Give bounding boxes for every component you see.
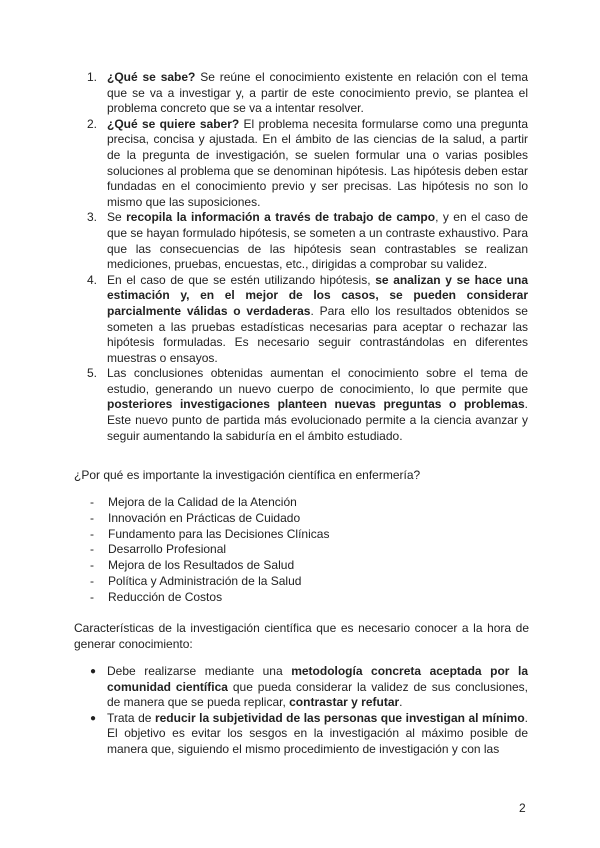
step-body-post: . Para ello los resultados obtenidos se someten a las pruebas estadísticas necesarias para aceptar o rechazar las hipótesis formuladas. Es necesario seguir contrastándolas en diferentes muestras o ensayos.	[107, 303, 528, 365]
step-number: 3.	[87, 210, 98, 225]
dash-marker: -	[90, 542, 94, 557]
char-bold: metodología concreta aceptada por la comunidad científica	[107, 664, 528, 694]
step-body-bold: se analizan y se hace una estimación y, en el mejor de los casos, se pueden considerar parcialmente válidas o verdaderas	[107, 272, 529, 318]
list-item	[90, 574, 329, 590]
step-body: El problema necesita formularse como una pregunta precisa, concisa y ajustada. En el ámbito de las ciencias de la salud, a partir de la pregunta de investigación, se suelen formular una o varias posibles soluciones al problema que se denominan hipótesis. Las hipótesis deben estar fundadas en el conocimiento previo y ser precisas. Las hipótesis no son lo mismo que las suposiciones.	[107, 116, 528, 209]
step-body: Se reúne el conocimiento existente en relación con el tema que se va a investigar y, a partir de este conocimiento previo, se plantea el problema concreto que se va a intentar resolver.	[107, 70, 528, 116]
step-number: 5.	[87, 366, 98, 381]
step-text	[107, 210, 528, 272]
step-text	[107, 366, 528, 444]
list-item	[87, 117, 528, 211]
list-item-text: Reducción de Costos	[108, 589, 223, 604]
list-item	[90, 590, 329, 606]
list-item	[87, 273, 528, 367]
list-item	[87, 664, 528, 711]
step-title: ¿Qué se quiere saber?	[107, 116, 240, 131]
list-item-text: Desarrollo Profesional	[108, 542, 227, 557]
importance-question: ¿Por qué es importante la investigación científica en enfermería?	[74, 468, 421, 482]
step-number: 2.	[87, 116, 98, 131]
char-pre: Debe realizarse mediante una	[107, 664, 292, 678]
list-item	[87, 711, 528, 758]
step-body-post: , y en el caso de que se hayan formulado hipótesis, se someten a un contraste exhaustivo. Para que las consecuencias de las hipótesis sean contrastables se realizan mediciones, pruebas, encuestas, etc., dirigidas a comprobar su validez.	[107, 210, 528, 272]
characteristics-intro: Características de la investigación científica que es necesario conocer a la hora de generar conocimiento:	[74, 621, 529, 651]
list-item	[90, 527, 329, 543]
char-bold2: contrastar y refutar	[289, 695, 400, 710]
dash-marker: -	[90, 526, 94, 541]
char-mid: que pueda considerar la validez de sus conclusiones, de manera que se pueda replicar,	[107, 679, 529, 710]
char-bold: reducir la subjetividad de las personas que investigan al mínimo	[154, 710, 525, 725]
importance-list	[90, 495, 329, 606]
list-item-text: Mejora de la Calidad de la Atención	[108, 495, 297, 509]
page-number: 2	[519, 801, 526, 815]
list-item-text: Política y Administración de la Salud	[108, 573, 302, 588]
list-item-text: Fundamento para las Decisiones Clínicas	[108, 526, 330, 541]
step-number: 4.	[87, 272, 98, 287]
characteristic-text	[107, 711, 528, 758]
list-item	[87, 366, 528, 444]
dash-marker: -	[90, 495, 94, 509]
list-item	[90, 495, 329, 511]
step-body-pre: En el caso de que se estén utilizando hipótesis,	[107, 272, 376, 287]
step-title: ¿Qué se sabe?	[107, 70, 196, 84]
list-item	[90, 542, 329, 558]
bullet-icon: ●	[90, 712, 97, 724]
step-text	[107, 117, 528, 211]
list-item	[87, 210, 528, 272]
list-item-text: Mejora de los Resultados de Salud	[108, 558, 295, 573]
step-body-post: . Este nuevo punto de partida más evolucionado permite a la ciencia avanzar y seguir aumentando la sabiduría en el ámbito estudiado.	[107, 397, 528, 443]
dash-marker: -	[90, 589, 94, 604]
list-item	[87, 70, 528, 117]
list-item	[90, 558, 329, 574]
char-post: .	[399, 695, 403, 710]
list-item	[90, 511, 329, 527]
method-steps-list	[87, 70, 528, 444]
step-body-bold: posteriores investigaciones planteen nuevas preguntas o problemas	[107, 397, 525, 412]
char-mid: . El objetivo es evitar los sesgos en la investigación al máximo posible de manera que, siguiendo el mismo procedimiento de investigación y con las	[107, 710, 529, 756]
char-pre: Trata de	[107, 710, 155, 725]
dash-marker: -	[90, 573, 94, 588]
list-item-text: Innovación en Prácticas de Cuidado	[108, 510, 301, 525]
bullet-icon: ●	[90, 666, 97, 677]
step-body-bold: recopila la información a través de trabajo de campo	[126, 210, 436, 225]
characteristic-text	[107, 664, 528, 711]
step-body-pre: Las conclusiones obtenidas aumentan el conocimiento sobre el tema de estudio, generando un nuevo cuerpo de conocimiento, lo que permite que	[107, 366, 528, 396]
dash-marker: -	[90, 510, 94, 525]
step-text	[107, 70, 528, 117]
dash-marker: -	[90, 558, 94, 573]
step-body-pre: Se	[107, 210, 127, 225]
step-number: 1.	[87, 70, 98, 84]
characteristics-list	[87, 664, 528, 758]
step-text	[107, 273, 528, 367]
